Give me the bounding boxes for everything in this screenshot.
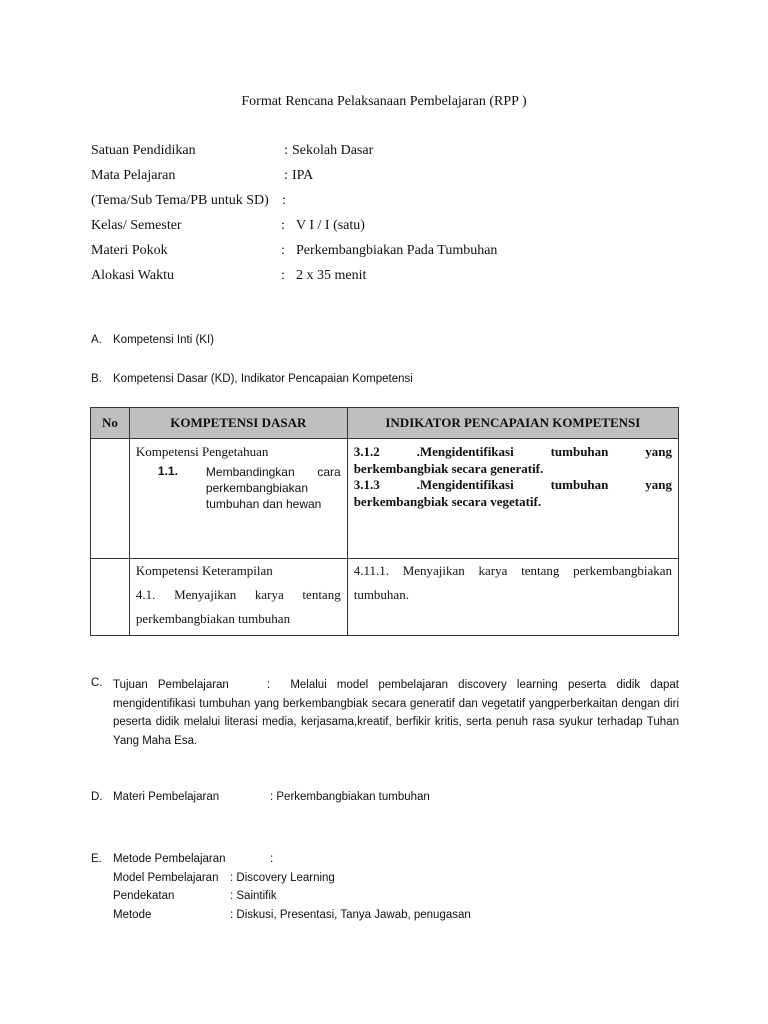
indikator-word: yang xyxy=(645,477,672,492)
kd-table-row xyxy=(91,559,679,636)
kd-row2-indikator xyxy=(347,559,678,636)
kd-row2-kompetensi xyxy=(129,559,347,636)
section-e-letter: E. xyxy=(91,853,102,865)
kd-row1-text xyxy=(202,464,341,512)
kd-row1-text-line: tumbuhan dan hewan xyxy=(205,497,322,511)
identity-colon: : xyxy=(284,168,288,183)
identity-colon: : xyxy=(284,143,288,158)
section-c-colon: : xyxy=(266,679,271,691)
kd-row1-text-line: perkembangbiakan xyxy=(205,481,308,495)
indikator-word: yang xyxy=(645,444,672,459)
section-e-item-label: Pendekatan xyxy=(113,890,175,902)
section-a-letter: A. xyxy=(91,334,102,346)
section-e-item-label: Model Pembelajaran xyxy=(113,872,219,884)
identity-label-materi: Materi Pokok xyxy=(91,243,168,258)
identity-label-alokasi: Alokasi Waktu xyxy=(91,268,174,283)
identity-value-alokasi: 2 x 35 menit xyxy=(296,268,367,283)
section-c-letter: C. xyxy=(91,677,103,689)
section-c-body xyxy=(113,676,679,750)
section-b-letter: B. xyxy=(91,373,102,385)
kd-row2-title: Kompetensi Keterampilan xyxy=(135,563,273,578)
kd-table-header-row xyxy=(91,408,679,439)
identity-colon: : xyxy=(282,193,286,208)
identity-colon: : xyxy=(281,218,285,233)
indikator-3-1-2-line2: berkembangbiak secara generatif. xyxy=(353,460,544,476)
kd-row1-title: Kompetensi Pengetahuan xyxy=(135,444,269,459)
indikator-word: .Mengidentifikasi xyxy=(416,477,514,492)
kd-row2-ind-line1: 4.11.1. Menyajikan karya tentang perkembangbiakan xyxy=(353,563,672,578)
identity-value-satuan: Sekolah Dasar xyxy=(292,143,374,158)
section-e-colon: : xyxy=(270,853,274,865)
kd-header-kompetensi: KOMPETENSI DASAR xyxy=(129,408,347,439)
section-c-text: Melalui model pembelajaran discovery learning peserta didik dapat mengidentifikasi tumbuhan yang berkembangbiak secara generatif dan vegetatif yangperberkaitan dengan diri peserta didik melalui literasi media, kerjasama,kreatif, berfikir kritis, serta penuh rasa syukur terhadap Tuhan Yang Maha Esa. xyxy=(113,679,680,747)
section-e-item-value: : Discovery Learning xyxy=(230,872,335,884)
kd-table xyxy=(90,407,679,636)
kd-row2-line2: perkembangbiakan tumbuhan xyxy=(135,611,291,626)
section-e-item-label: Metode xyxy=(113,909,152,921)
kd-row1-number: 1.1. xyxy=(157,464,178,478)
indikator-3-1-3-line1 xyxy=(354,477,672,494)
section-e-label: Metode Pembelajaran xyxy=(113,853,226,865)
identity-colon: : xyxy=(281,243,285,258)
kd-header-no: No xyxy=(91,408,130,439)
indikator-number: 3.1.3 xyxy=(353,477,380,492)
indikator-word: tumbuhan xyxy=(550,444,609,459)
kd-row1-indikator xyxy=(347,439,678,559)
section-e-item-value: : Diskusi, Presentasi, Tanya Jawab, penugasan xyxy=(230,909,471,921)
identity-label-kelas: Kelas/ Semester xyxy=(91,218,182,233)
section-d-letter: D. xyxy=(91,791,103,803)
section-d-value: : Perkembangbiakan tumbuhan xyxy=(270,791,430,803)
kd-header-indikator: INDIKATOR PENCAPAIAN KOMPETENSI xyxy=(347,408,678,439)
identity-colon: : xyxy=(281,268,285,283)
kd-row1-text-line: Membandingkan cara xyxy=(205,465,341,479)
kd-row2-ind-line2: tumbuhan. xyxy=(353,587,409,602)
indikator-3-1-3-line2: berkembangbiak secara vegetatif. xyxy=(353,493,542,509)
identity-value-mapel: IPA xyxy=(292,168,314,183)
kd-row2-line1: 4.1. Menyajikan karya tentang xyxy=(135,587,341,602)
document-title: Format Rencana Pelaksanaan Pembelajaran (RPP ) xyxy=(241,94,527,109)
indikator-number: 3.1.2 xyxy=(353,444,380,459)
section-c-label: Tujuan Pembelajaran xyxy=(113,679,229,691)
section-a-heading: Kompetensi Inti (KI) xyxy=(113,334,214,346)
identity-label-tema: (Tema/Sub Tema/PB untuk SD) xyxy=(91,193,269,208)
identity-label-satuan: Satuan Pendidikan xyxy=(91,143,196,158)
indikator-word: .Mengidentifikasi xyxy=(416,444,514,459)
kd-row1-kompetensi xyxy=(129,439,347,559)
section-d-label: Materi Pembelajaran xyxy=(113,791,220,803)
section-e-item-value: : Saintifik xyxy=(230,890,277,902)
kd-row2-no xyxy=(91,559,130,636)
kd-row1-no xyxy=(91,439,130,559)
indikator-word: tumbuhan xyxy=(550,477,609,492)
indikator-3-1-2-line1 xyxy=(354,444,672,461)
kd-table-row xyxy=(91,439,679,559)
kd-row1-item xyxy=(136,464,341,512)
identity-label-mapel: Mata Pelajaran xyxy=(91,168,176,183)
section-b-heading: Kompetensi Dasar (KD), Indikator Pencapaian Kompetensi xyxy=(113,373,413,385)
identity-value-materi: Perkembangbiakan Pada Tumbuhan xyxy=(296,243,498,258)
identity-value-kelas: V I / I (satu) xyxy=(296,218,365,233)
